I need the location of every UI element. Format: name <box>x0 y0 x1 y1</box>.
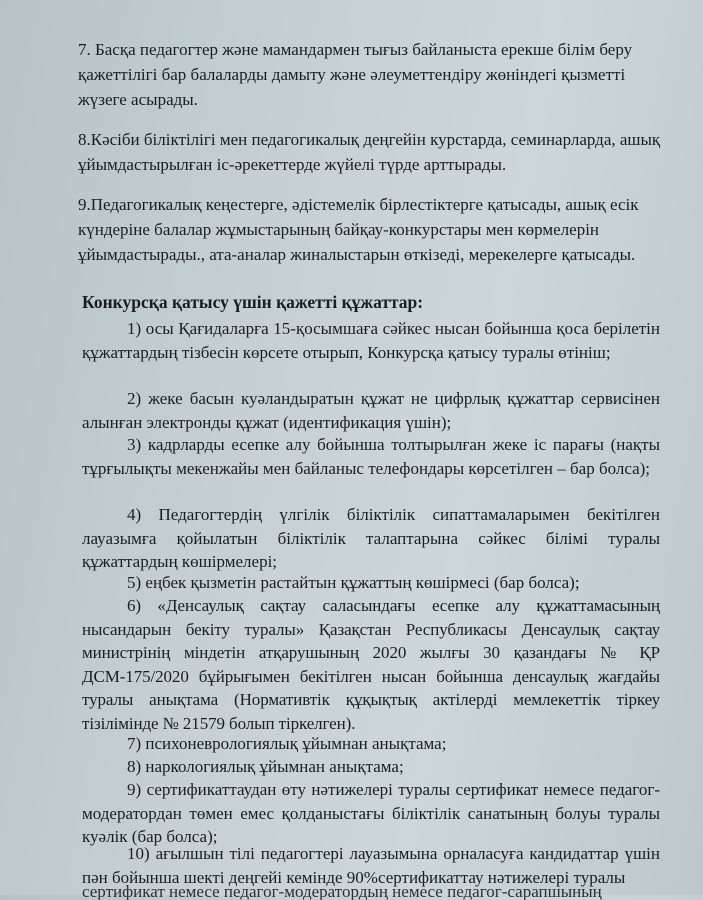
document-item-1: 1) осы Қағидаларға 15-қосымшаға сәйкес нысан бойынша қоса берілетін құжаттардың тізбесін көрсете отырып, Конкурсқа қатысу туралы өтініш; <box>82 319 660 362</box>
intro-item-7: 7. Басқа педагогтер және мамандармен тығыз байланыста ерекше білім беру қажеттілігі бар балаларды дамыту және әлеуметтендіру жөніндегі қызметті жүзеге асырады. <box>78 40 633 109</box>
documents-heading: Конкурсқа қатысу үшін қажетті құжаттар: <box>82 292 424 312</box>
document-item-3: 3) кадрларды есепке алу бойынша толтырылған жеке іс парағы (нақты тұрғылықты мекенжайы мен байланыс телефондары көрсетілген – бар болса); <box>82 435 660 478</box>
document-item-10: 10) ағылшын тілі педагогтері лауазымына орналасуға кандидаттар үшін пән бойынша шекті деңгейі кемінде 90%сертификаттау нәтижелері туралы <box>82 844 660 887</box>
document-item-5: 5) еңбек қызметін растайтын құжаттың көшірмесі (бар болса); <box>127 573 580 592</box>
intro-item-9: 9.Педагогикалық кеңестерге, әдістемелік бірлестіктерге қатысады, ашық есік күндеріне балалар жұмыстарының байқау-конкурстары мен көрмелерін ұйымдастырады., ата-аналар жиналыстарын өткізеді, мерекелерге қатысады. <box>78 195 639 264</box>
document-item-7: 7) психоневрологиялық ұйымнан анықтама; <box>127 734 447 753</box>
document-item-8: 8) наркологиялық ұйымнан анықтама; <box>127 757 404 776</box>
document-item-2: 2) жеке басын куәландыратын құжат не цифрлық құжаттар сервисінен алынған электронды құжат (идентификация үшін); <box>82 389 660 432</box>
intro-item-8: 8.Кәсіби біліктілігі мен педагогикалық деңгейін курстарда, семинарларда, ашық ұйымдастырылған іс-әрекеттерде жүйелі түрде арттырады. <box>78 130 661 174</box>
document-item-6: 6) «Денсаулық сақтау саласындағы есепке алу құжаттамасының нысандарын бекіту туралы» Қазақстан Республикасы Денсаулық сақтау министрінің міндетін атқарушының 2020 жылғы 30 қазандағы № ҚР ДСМ-175/2020 бұйрығымен бекітілген нысан бойынша денсаулық жағдайы туралы анықтама (Нормативтік құқықтық актілерді мемлекеттік тіркеу тізілімінде № 21579 болып тіркелген). <box>82 596 660 733</box>
document-item-4: 4) Педагогтердің үлгілік біліктілік сипаттамаларымен бекітілген лауазымға қойылатын біліктілік талаптарына сәйкес білімі туралы құжаттардың көшірмелері; <box>82 505 660 571</box>
document-item-9: 9) сертификаттаудан өту нәтижелері туралы сертификат немесе педагог-модератордан төмен емес қолданыстағы біліктілік санатының болуы туралы куәлік (бар болса); <box>82 780 660 846</box>
cutoff-line: сертификат немесе педагог-модератордың немесе педагог-сарапшының <box>82 882 602 900</box>
